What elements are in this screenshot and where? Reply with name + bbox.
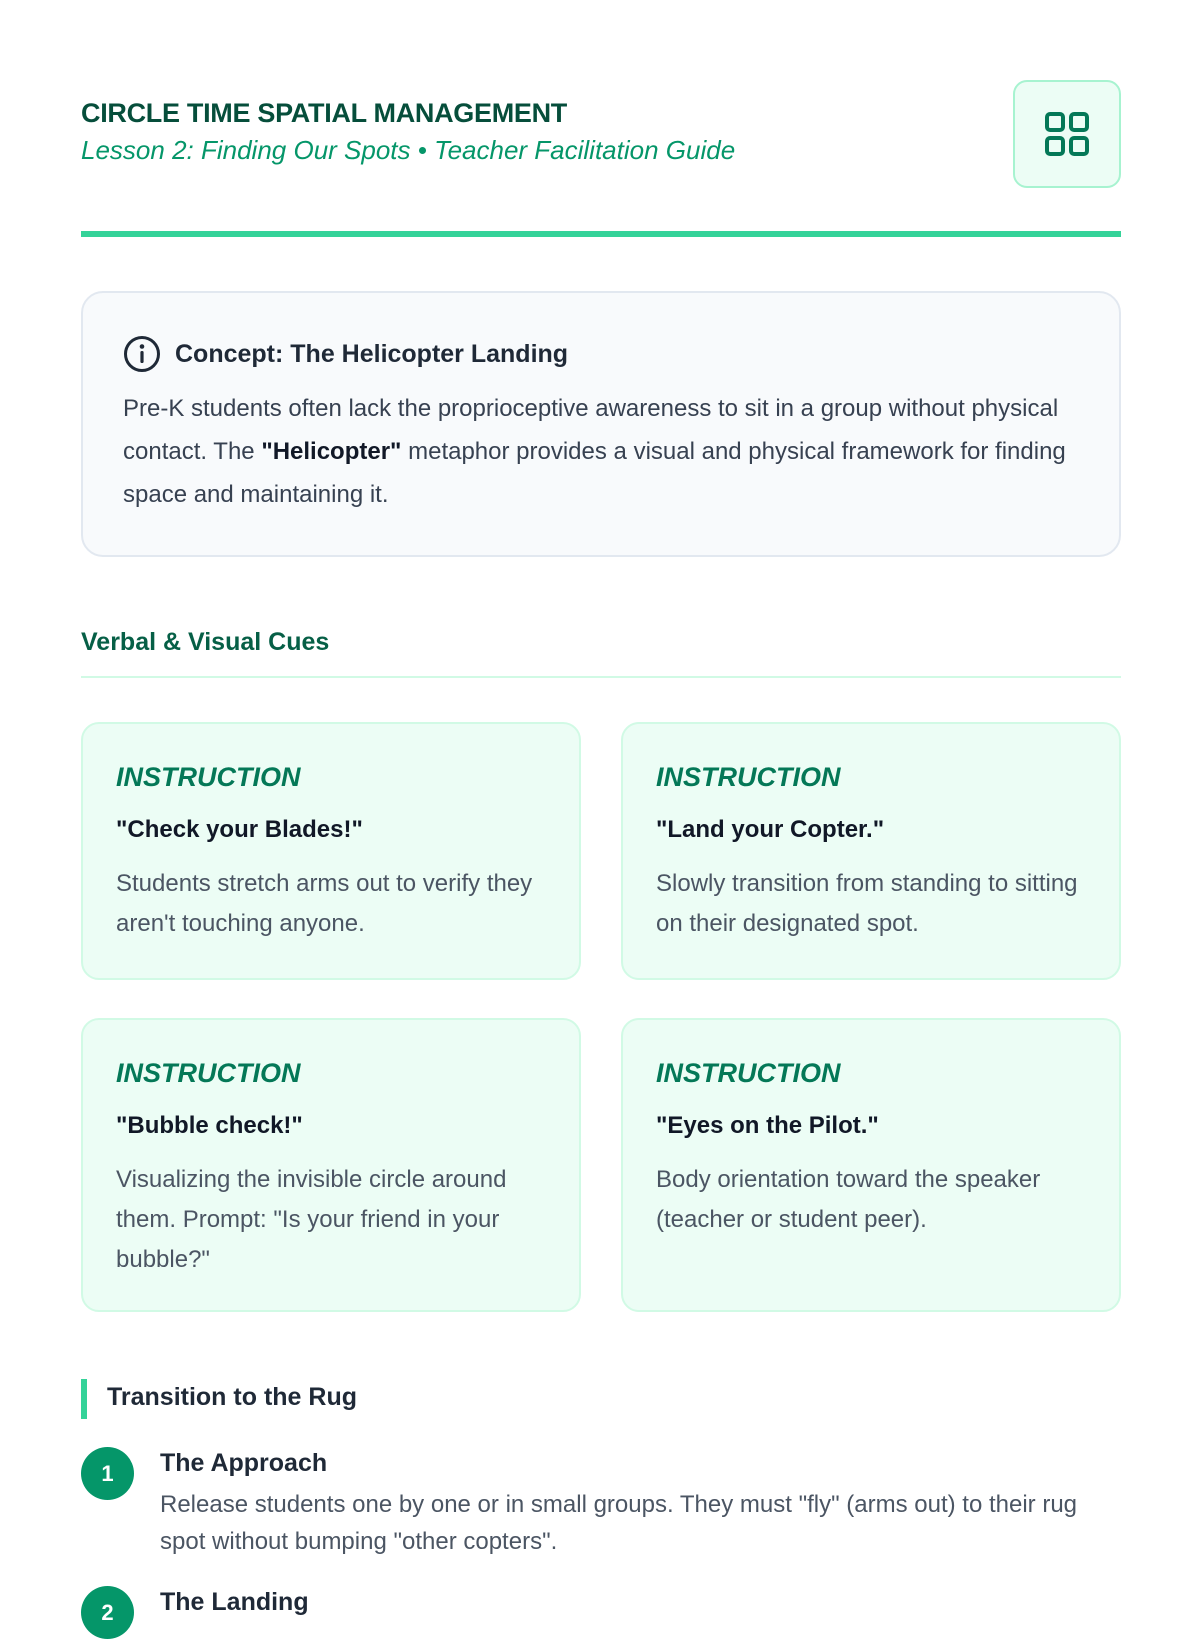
step-number-badge: 2 <box>81 1586 134 1639</box>
cues-section-title: Verbal & Visual Cues <box>81 628 330 656</box>
cue-card-tag: INSTRUCTION <box>116 762 301 792</box>
concept-body <box>123 387 1083 516</box>
cue-card-tag: INSTRUCTION <box>116 1058 301 1088</box>
concept-box <box>81 291 1121 557</box>
cue-card-quote: "Eyes on the Pilot." <box>656 1112 879 1139</box>
cue-card-bubble-check <box>81 1018 581 1312</box>
cue-card-description: Slowly transition from standing to sitting on their designated spot. <box>656 870 1078 937</box>
page-title: CIRCLE TIME SPATIAL MANAGEMENT <box>81 98 567 128</box>
cue-card-tag: INSTRUCTION <box>656 762 841 792</box>
page-header <box>81 80 1121 192</box>
header-divider <box>81 231 1121 237</box>
grid-menu-button[interactable] <box>1013 80 1121 188</box>
cue-card-tag: INSTRUCTION <box>656 1058 841 1088</box>
cue-card-check-blades <box>81 722 581 980</box>
cue-card-land-copter <box>621 722 1121 980</box>
concept-header <box>123 335 568 373</box>
page-subtitle: Lesson 2: Finding Our Spots • Teacher Facilitation Guide <box>81 135 736 165</box>
concept-title: Concept: The Helicopter Landing <box>175 339 569 368</box>
cue-card-quote: "Land your Copter." <box>656 816 885 843</box>
concept-body-emphasis: "Helicopter" <box>261 438 402 465</box>
info-icon <box>123 335 161 373</box>
cue-card-quote: "Check your Blades!" <box>116 816 363 843</box>
step-title: The Landing <box>160 1588 309 1616</box>
cues-section-divider <box>81 676 1121 678</box>
transition-accent-bar <box>81 1379 87 1419</box>
step-title: The Approach <box>160 1449 328 1477</box>
concept-body-text: Pre-K students often lack the proprioceptive awareness to sit in a group without physical contact. The <box>123 395 1059 465</box>
cue-card-quote: "Bubble check!" <box>116 1112 303 1139</box>
step-description: Release students one by one or in small groups. They must "fly" (arms out) to their rug spot without bumping "other copters". <box>160 1491 1078 1555</box>
cue-card-eyes-on-pilot <box>621 1018 1121 1312</box>
cue-card-description: Body orientation toward the speaker (teacher or student peer). <box>656 1166 1041 1233</box>
concept-body-text-end: metaphor provides a visual and physical framework for finding space and maintaining it. <box>123 438 1066 508</box>
grid-icon <box>1043 110 1091 158</box>
cue-card-description: Visualizing the invisible circle around them. Prompt: "Is your friend in your bubble?" <box>116 1166 507 1273</box>
cue-card-description: Students stretch arms out to verify they aren't touching anyone. <box>116 870 533 937</box>
step-number-badge: 1 <box>81 1447 134 1500</box>
transition-section-title: Transition to the Rug <box>107 1383 357 1411</box>
